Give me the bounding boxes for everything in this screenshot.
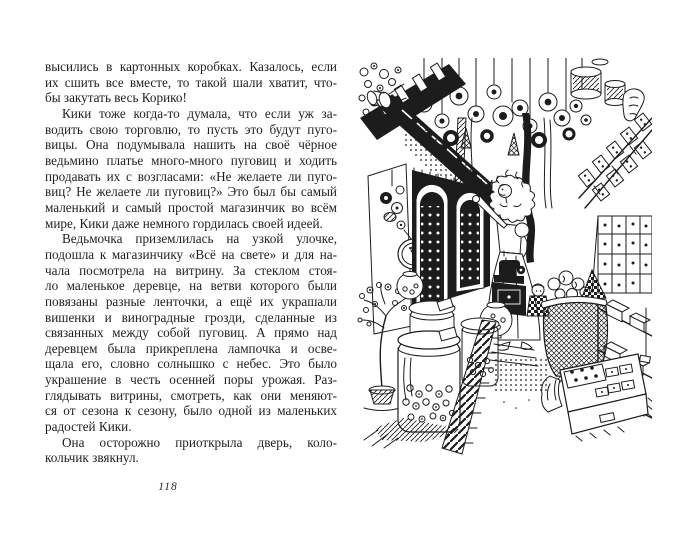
text-line: щала его, словно солнышко с небес. Это было <box>45 356 337 372</box>
text-line: маленький и самый простой магазинчик во всём <box>45 199 337 215</box>
text-line: Ведьмочка приземлилась на узкой улочке, <box>62 231 337 247</box>
text-line: ся от сезона к сезону, было одной из маленьких <box>45 403 337 419</box>
text-line: Кики тоже когда-то думала, что если уж за- <box>62 105 337 121</box>
page-number: 118 <box>158 481 178 493</box>
text-line: украшение в честь осенней поры урожая. Раз- <box>45 372 337 388</box>
text-line: чала посмотрела на витрину. За стеклом стоя- <box>45 262 337 278</box>
text-line: вишенки и виноградные грозди, сделанные из <box>45 309 337 325</box>
text-line: ло маленькое деревце, на ветви которого были <box>45 278 337 294</box>
text-line: связанных между собой пуговиц. А прямо над <box>45 325 337 341</box>
shop-illustration <box>354 58 652 472</box>
text-line: их сшить все вместе, то такой шали хватит, что- <box>45 74 337 90</box>
right-shelves-icon <box>571 59 652 293</box>
text-line: бы закутать весь Корико! <box>45 90 187 106</box>
text-line: кольчик звякнул. <box>45 450 139 466</box>
text-line: повязаны разные ленточки, а ещё их украшали <box>45 293 337 309</box>
text-line: радостей Кики. <box>45 419 132 435</box>
text-line: глядывать витрины, смотреть, как они меняют- <box>45 387 337 403</box>
text-line: деревцем была прикреплена лампочка и осве- <box>45 340 337 356</box>
text-line: вицы. Она подумывала нашить на своё чёрное <box>45 137 337 153</box>
text-line: подошла к магазинчику «Всё на свете» и для на- <box>45 246 337 262</box>
text-line: высились в картонных коробках. Казалось, если <box>45 59 337 74</box>
text-line: водить свою торговлю, то пусть это будут пуго- <box>45 121 337 137</box>
text-line: ведьмино платье много-много пуговиц и ходить <box>45 152 337 168</box>
text-line: мире, Кики даже немного гордилась своей идеей. <box>45 215 323 231</box>
text-line: продавать их с возгласами: «Не желаете ли пуго- <box>45 168 337 184</box>
text-line: Она осторожно приоткрыла дверь, коло- <box>62 434 337 450</box>
text-line: виц? Не желаете ли пуговиц?» Это был бы самый <box>45 184 337 200</box>
left-page-text <box>45 59 337 466</box>
